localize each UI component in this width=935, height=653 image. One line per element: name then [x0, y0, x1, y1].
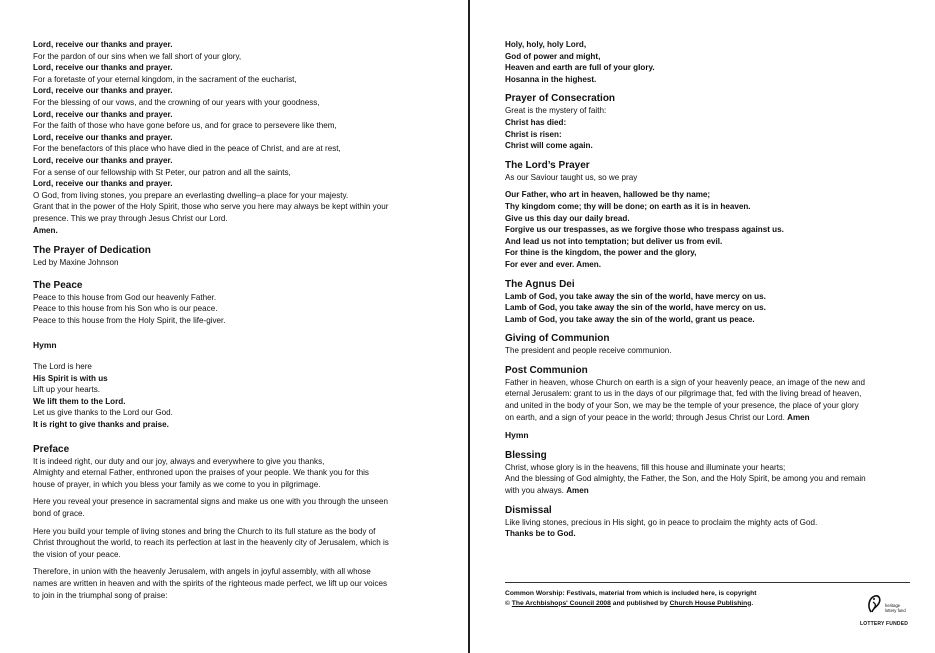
preface-heading: Preface	[33, 443, 70, 455]
litany-line: Lord, receive our thanks and prayer.	[33, 63, 173, 73]
thanksgiving-litany	[33, 39, 443, 236]
post-line: and united in the body of your Son, we may be the temple of your presence, the place of your glory	[505, 401, 859, 411]
blessing-line	[505, 485, 915, 497]
copyright-line: Common Worship: Festivals, material from which is included here, is copyright	[505, 590, 757, 597]
litany-line: Lord, receive our thanks and prayer.	[33, 179, 173, 189]
dedication-led-by: Led by Maxine Johnson	[33, 258, 119, 268]
sanctus	[505, 39, 915, 85]
giving-heading: Giving of Communion	[505, 333, 610, 345]
archbishops-council-link[interactable]: The Archbishops' Council 2008	[511, 599, 611, 607]
litany-line: For a foretaste of your eternal kingdom, in the sacrament of the eucharist,	[33, 74, 297, 84]
preface-line: to join in the triumphal song of praise:	[33, 590, 168, 600]
peace-heading: The Peace	[33, 279, 83, 291]
right-page	[505, 39, 915, 540]
hymn-label: Hymn	[33, 340, 57, 351]
prayer-line: Give us this day our daily bread.	[505, 213, 630, 223]
post-line: Father in heaven, whose Church on earth is a sign of your heavenly peace, an image of the new and	[505, 377, 865, 387]
preface-line: Here you reveal your presence in sacramental signs and make us one with you through the unseen	[33, 497, 388, 507]
dedication-heading: The Prayer of Dedication	[33, 245, 151, 257]
lords-prayer-heading: The Lord’s Prayer	[505, 159, 590, 171]
preface-line: Almighty and eternal Father, enthroned upon the praises of your people. We thank you for this	[33, 468, 369, 478]
prayer-line: Our Father, who art in heaven, hallowed be thy name;	[505, 190, 711, 200]
preface-paragraph	[33, 456, 443, 491]
litany-line: For the blessing of our vows, and the crowning of our years with your goodness,	[33, 97, 320, 107]
preface-paragraph	[33, 526, 443, 561]
agnus-line: Lamb of God, you take away the sin of the world, have mercy on us.	[505, 291, 766, 301]
dismissal-text: Like living stones, precious in His sight, go in peace to proclaim the mighty acts of God.	[505, 517, 818, 527]
prayer-line: Thy kingdom come; thy will be done; on earth as it is in heaven.	[505, 201, 751, 211]
litany-line: Lord, receive our thanks and prayer.	[33, 109, 173, 119]
response-line: We lift them to the Lord.	[33, 396, 126, 406]
prayer-line: Forgive us our trespasses, as we forgive those who trespass against us.	[505, 225, 784, 235]
peace-line: Peace to this house from God our heavenly Father.	[33, 292, 217, 302]
preface-line: Therefore, in union with the heavenly Jerusalem, with angels in joyful assembly, with all whose	[33, 567, 371, 577]
litany-line: Lord, receive our thanks and prayer.	[33, 132, 173, 142]
preface-line: house of prayer, in which you bless your family as we come to you in pilgrimage.	[33, 479, 321, 489]
litany-line: For the faith of those who have gone before us, and for grace to persevere like them,	[33, 121, 337, 131]
prayer-line: For thine is the kingdom, the power and the glory,	[505, 248, 697, 258]
preface-line: Christ throughout the world, to reach its perfection at last in the heavenly city of Jerusalem, which is	[33, 538, 389, 548]
post-amen: Amen	[787, 412, 810, 422]
sursum-corda	[33, 361, 443, 431]
preface-paragraph	[33, 496, 443, 519]
response-line: The Lord is here	[33, 362, 92, 372]
blessing-line: And the blessing of God almighty, the Father, the Son, and the Holy Spirit, be among you and remain	[505, 474, 866, 484]
dismissal-heading: Dismissal	[505, 504, 552, 516]
preface-line: bond of grace.	[33, 509, 85, 518]
church-house-link[interactable]: Church House Publishing	[669, 599, 752, 607]
blessing-amen: Amen	[566, 486, 589, 496]
preface-line: It is indeed right, our duty and our joy, always and everywhere to give you thanks,	[33, 456, 325, 466]
litany-line: For the benefactors of this place who have died in the peace of Christ, and are at rest,	[33, 144, 341, 154]
preface-line: names are written in heaven and with the spirits of the righteous made perfect, we lift up our voices	[33, 578, 388, 588]
post-line: eternal Jerusalem: grant to us in the days of our pilgrimage that, fed with the living bread of heaven,	[505, 389, 862, 399]
acclamation-line: Christ is risen:	[505, 129, 562, 139]
blessing-heading: Blessing	[505, 449, 547, 461]
giving-text: The president and people receive communion.	[505, 346, 672, 356]
preface-line: Here you build your temple of living stones and bring the Church to its full stature as the body of	[33, 526, 376, 536]
footer-rule	[505, 582, 910, 583]
dismissal-response: Thanks be to God.	[505, 529, 576, 539]
blessing-last-text: with you always.	[505, 486, 564, 496]
consecration-heading: Prayer of Consecration	[505, 93, 616, 105]
agnus-line: Lamb of God, you take away the sin of the world, have mercy on us.	[505, 303, 766, 313]
preface-line: the vision of your peace.	[33, 549, 121, 559]
sanctus-line: God of power and might,	[505, 51, 601, 61]
sanctus-line: Heaven and earth are full of your glory.	[505, 63, 655, 73]
prayer-line: For ever and ever. Amen.	[505, 259, 601, 269]
lords-prayer-intro: As our Saviour taught us, so we pray	[505, 172, 638, 182]
post-communion-heading: Post Communion	[505, 364, 588, 376]
agnus-dei-heading: The Agnus Dei	[505, 278, 575, 290]
copyright-line	[505, 599, 756, 609]
litany-line: For a sense of our fellowship with St Peter, our patron and all the saints,	[33, 167, 291, 177]
agnus-line: Lamb of God, you take away the sin of the world, grant us peace.	[505, 314, 755, 324]
acclamation-line: Christ will come again.	[505, 141, 593, 151]
preface-paragraph	[33, 566, 443, 601]
litany-line: Lord, receive our thanks and prayer.	[33, 40, 173, 49]
page-divider	[468, 0, 470, 653]
peace-line: Peace to this house from the Holy Spirit, the life-giver.	[33, 315, 226, 325]
litany-line: presence. This we pray through Jesus Christ our Lord.	[33, 213, 228, 223]
response-line: It is right to give thanks and praise.	[33, 420, 169, 430]
svg-text:lottery fund: lottery fund	[885, 608, 906, 613]
blessing-line: Christ, whose glory is in the heavens, fill this house and illuminate your hearts;	[505, 462, 786, 472]
litany-line: Grant that in the power of the Holy Spirit, those who serve you here may always be kept within your	[33, 202, 389, 212]
left-page	[33, 39, 443, 601]
sanctus-line: Holy, holy, holy Lord,	[505, 40, 587, 49]
acclamation-line: Christ has died:	[505, 117, 567, 127]
post-communion-text	[505, 377, 915, 423]
copyright-symbol: ©	[505, 599, 512, 607]
litany-line: O God, from living stones, you prepare an everlasting dwelling–a place for your majesty.	[33, 190, 349, 200]
response-line: His Spirit is with us	[33, 373, 108, 383]
litany-line: Lord, receive our thanks and prayer.	[33, 86, 173, 96]
response-line: Let us give thanks to the Lord our God.	[33, 408, 173, 418]
acclamation-line: Great is the mystery of faith:	[505, 106, 607, 116]
litany-line: Amen.	[33, 225, 58, 235]
copyright-footer	[505, 589, 756, 608]
copyright-mid-text: and published by	[610, 599, 670, 607]
blessing-text	[505, 462, 915, 497]
svg-text:heritage: heritage	[885, 603, 901, 608]
post-line	[505, 412, 915, 424]
lottery-funded-label: LOTTERY FUNDED	[860, 621, 909, 627]
sanctus-line: Hosanna in the highest.	[505, 74, 597, 84]
lottery-logo-icon	[863, 590, 909, 620]
litany-line: Lord, receive our thanks and prayer.	[33, 155, 173, 165]
hymn-label: Hymn	[505, 430, 529, 441]
agnus-dei-text	[505, 291, 915, 326]
post-last-text: on earth, and a sign of your peace in the world; through Jesus Christ our Lord.	[505, 412, 785, 422]
copyright-end: .	[751, 599, 754, 607]
prayer-line: And lead us not into temptation; but deliver us from evil.	[505, 236, 723, 246]
peace-line: Peace to this house from his Son who is our peace.	[33, 304, 218, 314]
lords-prayer-text	[505, 189, 915, 270]
litany-line: For the pardon of our sins when we fall short of your glory,	[33, 51, 242, 61]
response-line: Lift up your hearts.	[33, 385, 101, 395]
consecration-acclamation	[505, 105, 915, 151]
